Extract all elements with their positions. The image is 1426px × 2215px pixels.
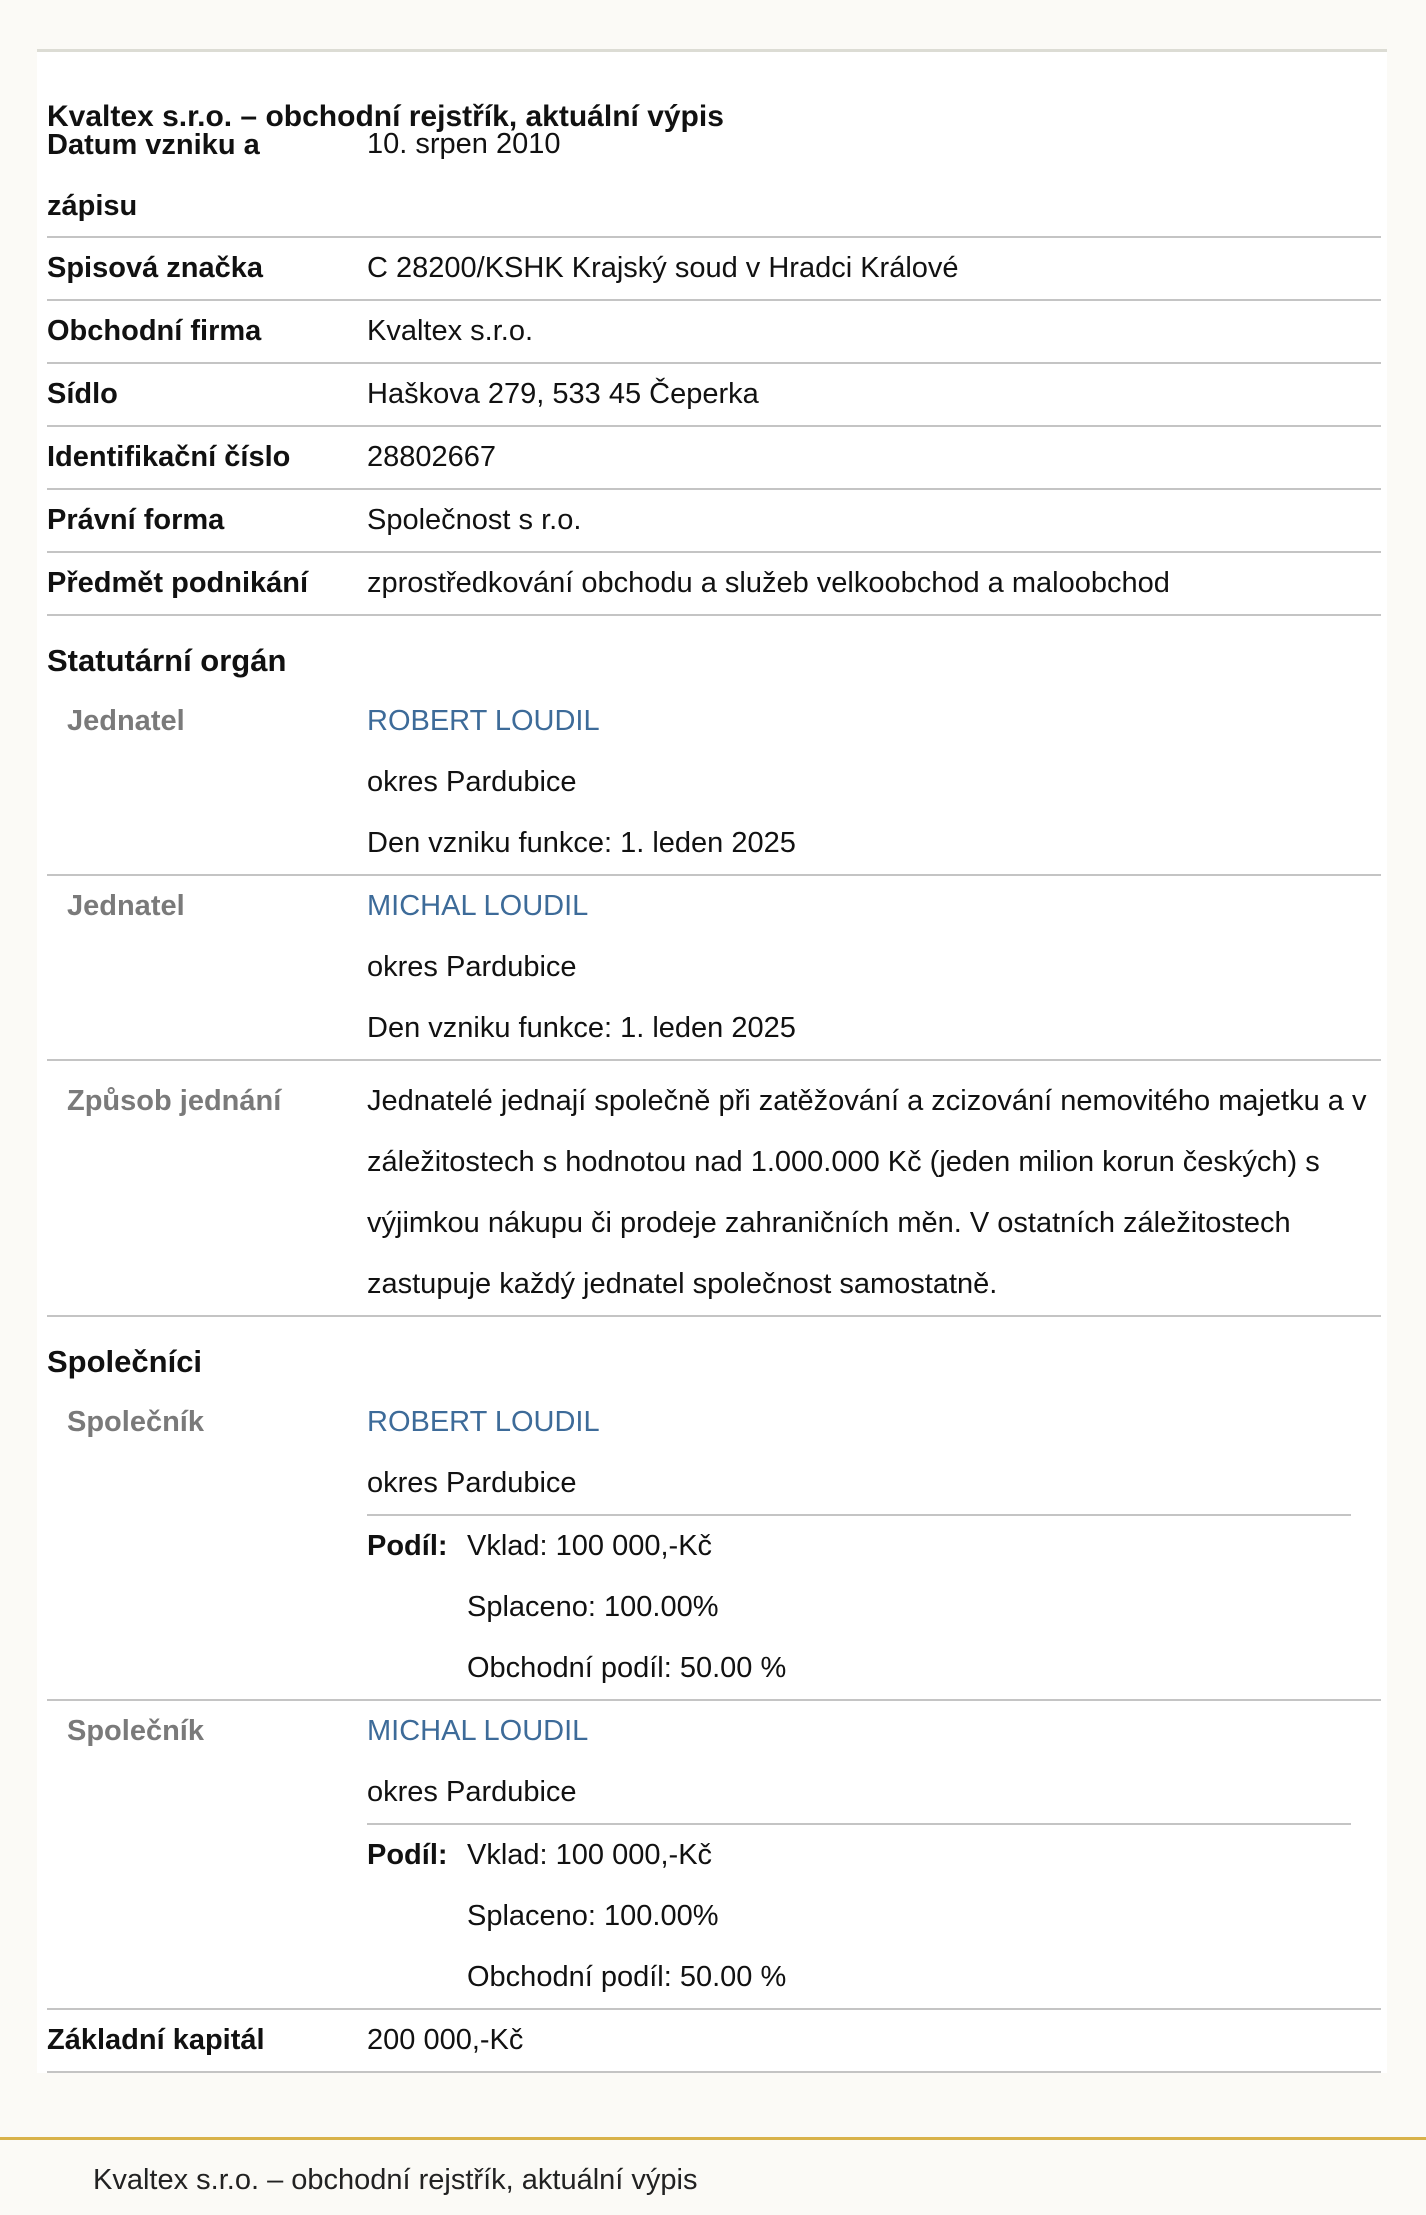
partner-name-link[interactable]: ROBERT LOUDIL <box>367 1406 600 1438</box>
partner-role: Společník <box>67 1715 204 1747</box>
field-row-seat <box>47 364 1381 427</box>
field-label: Právní forma <box>47 504 225 536</box>
member-name-link[interactable]: ROBERT LOUDIL <box>367 705 600 737</box>
partner-entry <box>47 1392 1381 1701</box>
member-since: Den vzniku funkce: 1. leden 2025 <box>367 827 796 859</box>
member-role: Jednatel <box>67 705 185 737</box>
partner-role: Společník <box>67 1406 204 1438</box>
partner-district: okres Pardubice <box>367 1467 577 1499</box>
statutory-member <box>47 691 1381 876</box>
share-paid: Splaceno: 100.00% <box>467 1900 719 1932</box>
partner-share <box>367 1823 1351 2008</box>
field-value: 10. srpen 2010 <box>367 128 561 160</box>
field-row-capital <box>47 2010 1381 2073</box>
section-heading-statutory: Statutární orgán <box>47 643 287 678</box>
partner-entry <box>47 1701 1381 2010</box>
share-deposit: Vklad: 100 000,-Kč <box>467 1839 713 1871</box>
field-value: Haškova 279, 533 45 Čeperka <box>367 378 759 410</box>
partner-name-link[interactable]: MICHAL LOUDIL <box>367 1715 589 1747</box>
share-paid: Splaceno: 100.00% <box>467 1591 719 1623</box>
manner-of-acting <box>47 1061 1381 1317</box>
member-since: Den vzniku funkce: 1. leden 2025 <box>367 1012 796 1044</box>
field-label: Spisová značka <box>47 252 263 284</box>
share-deposit: Vklad: 100 000,-Kč <box>467 1530 713 1562</box>
page-footer <box>0 2137 1426 2215</box>
partner-share <box>367 1514 1351 1699</box>
field-label: Základní kapitál <box>47 2024 265 2056</box>
share-label: Podíl: <box>367 1839 448 1871</box>
partner-district: okres Pardubice <box>367 1776 577 1808</box>
field-label: Identifikační číslo <box>47 441 291 473</box>
field-row-id-number <box>47 427 1381 490</box>
field-row-legal-form <box>47 490 1381 553</box>
member-name-link[interactable]: MICHAL LOUDIL <box>367 890 589 922</box>
member-role: Jednatel <box>67 890 185 922</box>
field-value: 200 000,-Kč <box>367 2024 524 2056</box>
field-value: Kvaltex s.r.o. <box>367 315 534 347</box>
document-title: Kvaltex s.r.o. – obchodní rejstřík, aktuální výpis <box>47 100 724 133</box>
field-value: 28802667 <box>367 441 497 473</box>
statutory-member <box>47 876 1381 1061</box>
field-label: Předmět podnikání <box>47 567 309 599</box>
share-percent: Obchodní podíl: 50.00 % <box>467 1652 787 1684</box>
field-row-company-name <box>47 301 1381 364</box>
field-label: Sídlo <box>47 378 118 410</box>
field-value: zprostředkování obchodu a služeb velkoobchod a maloobchod <box>367 567 1170 599</box>
registry-extract <box>37 49 1387 2073</box>
field-row-founding-date <box>47 114 1381 238</box>
footer-text: Kvaltex s.r.o. – obchodní rejstřík, aktuální výpis <box>93 2164 698 2196</box>
field-value: Společnost s r.o. <box>367 504 582 536</box>
share-percent: Obchodní podíl: 50.00 % <box>467 1961 787 1993</box>
field-label: Datum vzniku a zápisu <box>47 129 260 222</box>
field-row-business-scope <box>47 553 1381 616</box>
field-label: Obchodní firma <box>47 315 262 347</box>
member-district: okres Pardubice <box>367 766 577 798</box>
field-value: C 28200/KSHK Krajský soud v Hradci Králové <box>367 252 959 284</box>
section-heading-partners: Společníci <box>47 1344 203 1379</box>
member-district: okres Pardubice <box>367 951 577 983</box>
manner-label: Způsob jednání <box>67 1085 282 1117</box>
manner-text: Jednatelé jednají společně při zatěžování a zcizování nemovitého majetku a v záležitostech s hodnotou nad 1.000.000 Kč (jeden milion korun českých) s výjimkou nákupu či prodeje zahraničních měn. V ostatních záležitostech zastupuje každý jednatel společnost samostatně. <box>367 1085 1367 1300</box>
share-label: Podíl: <box>367 1530 448 1562</box>
field-row-file-number <box>47 238 1381 301</box>
